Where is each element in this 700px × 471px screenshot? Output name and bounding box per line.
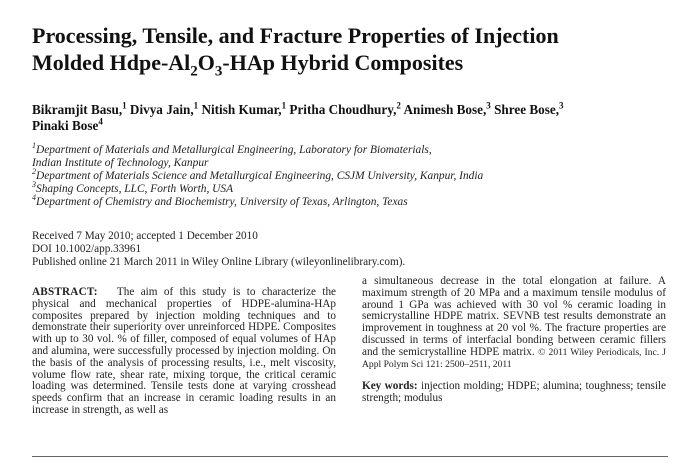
- title-line-2: [32, 49, 682, 80]
- keywords-label: Key words:: [362, 380, 418, 393]
- abstract-continuation: [362, 276, 666, 370]
- title-line-2-end: -HAp Hybrid Composites: [222, 50, 464, 75]
- author: Shree Bose,$^3$: [494, 100, 564, 117]
- affiliations: [32, 141, 682, 209]
- abstract-column-1: [32, 287, 336, 417]
- publication-info: [32, 230, 682, 269]
- divider-line: [32, 456, 668, 457]
- published-online: Published online 21 March 2011 in Wiley Online Library (wileyonlinelibrary.com).: [32, 256, 406, 268]
- keywords: [362, 381, 666, 405]
- title-subscript: 2: [190, 63, 198, 80]
- abstract-text: The aim of this study is to characterize the physical and mechanical properties of HDPE-alumina-HAp composites prepared by injection molding techniques and to demonstrate their superiority over unreinforced HDPE. Composites with up to 30 vol. % of filler, composed of equal volumes of HAp and alumina, were successfully processed by injection molding. On the basis of the analysis of processing results, i.e., melt viscosity, volume flow rate, shear rate, mixing torque, the critical ceramic loading was determined. Tensile tests done at varying crosshead speeds confirm that an increase in ceramic loading results in an increase in strength, as well as: [32, 286, 337, 416]
- title-line-1: Processing, Tensile, and Fracture Properties of Injection: [32, 23, 559, 48]
- abstract-text: a simultaneous decrease in the total elongation at failure. A maximum strength of 20 MPa and a maximum tensile modulus of around 1 GPa was achieved with 30 vol % ceramic loading in semicrystalline HDPE matrix. SEVNB test results demonstrate an improvement in toughness at 20 vol %. The fracture properties are discussed in terms of interfacial bonding between ceramic fillers and the semicrystalline HDPE matrix.: [362, 275, 666, 358]
- title-subscript: 3: [214, 63, 223, 80]
- author: Bikramjit Basu,$^1$: [32, 100, 127, 117]
- author: Pritha Choudhury,$^2$: [289, 100, 401, 117]
- affiliation: $^3$Shaping Concepts, LLC, Forth Worth, USA: [32, 180, 234, 195]
- doi-text: DOI 10.1002/app.33961: [32, 243, 142, 255]
- received-date: Received 7 May 2010; accepted 1 December 2010: [32, 230, 258, 242]
- author: Pinaki Bose$^4$: [32, 116, 103, 133]
- article-title: [32, 22, 682, 80]
- author: Divya Jain,$^1$: [129, 100, 199, 117]
- abstract-label: ABSTRACT:: [32, 286, 98, 298]
- affiliation: Indian Institute of Technology, Kanpur: [32, 157, 209, 169]
- author-list: [32, 102, 682, 134]
- copyright-line: © 2011 Wiley Periodicals, Inc. J Appl Polym Sci 121: 2500–2511, 2011: [362, 346, 666, 370]
- affiliation: $^1$Department of Materials and Metallurgical Engineering, Laboratory for Biomaterials,: [32, 141, 432, 156]
- affiliation: $^2$Department of Materials Science and Metallurgical Engineering, CSJM University, Kanpur, India: [32, 167, 484, 182]
- title-line-2-mid: O: [197, 50, 215, 75]
- keywords-text: injection molding; HDPE; alumina; toughness; tensile strength; modulus: [362, 380, 667, 405]
- author: Nitish Kumar,$^1$: [201, 100, 287, 117]
- affiliation: $^4$Department of Chemistry and Biochemistry, University of Texas, Arlington, Texas: [32, 193, 408, 208]
- title-line-2-start: Molded Hdpe-Al: [32, 50, 191, 75]
- author: Animesh Bose,$^3$: [403, 100, 491, 117]
- abstract-column-2: [362, 276, 666, 405]
